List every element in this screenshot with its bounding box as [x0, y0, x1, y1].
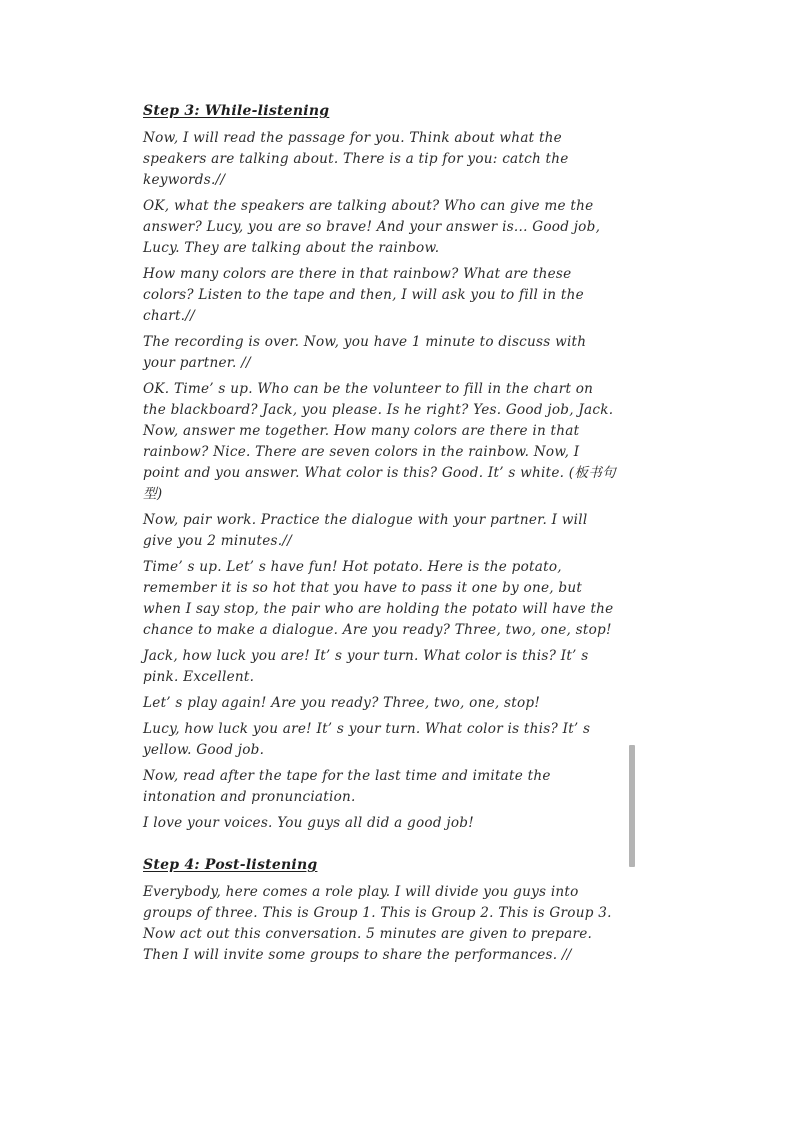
step3-paragraph: Now, read after the tape for the last time and imitate the intonation and pronunciation.	[143, 768, 551, 805]
document-body	[143, 100, 618, 971]
step3-paragraph: Now, pair work. Practice the dialogue with your partner. I will give you 2 minutes.//	[143, 512, 588, 549]
step3-paragraph: I love your voices. You guys all did a good job!	[143, 815, 474, 831]
step4-paragraph: Everybody, here comes a role play. I will divide you guys into groups of three. This is Group 1. This is Group 2. This is Group 3. Now act out this conversation. 5 minutes are given to prepare. Then I will invite some groups to share the performances. //	[143, 884, 612, 963]
step3-paragraph: Now, I will read the passage for you. Think about what the speakers are talking about. There is a tip for you: catch the keywords.//	[143, 130, 569, 188]
step3-paragraph: OK, what the speakers are talking about? Who can give me the answer? Lucy, you are so brave! And your answer is... Good job, Lucy. They are talking about the rainbow.	[143, 198, 601, 256]
vertical-scrollbar[interactable]	[629, 745, 635, 867]
step3-paragraph: Jack, how luck you are! It’ s your turn. What color is this? It’ s pink. Excellent.	[143, 648, 589, 685]
step3-heading: Step 3: While-listening	[143, 103, 330, 119]
step3-paragraph: How many colors are there in that rainbow? What are these colors? Listen to the tape and then, I will ask you to fill in the chart.//	[143, 266, 584, 324]
step3-paragraph: Let’ s play again! Are you ready? Three, two, one, stop!	[143, 695, 541, 711]
step3-paragraph: Lucy, how luck you are! It’ s your turn. What color is this? It’ s yellow. Good job.	[143, 721, 591, 758]
step4-heading: Step 4: Post-listening	[143, 857, 318, 873]
step3-paragraph: OK. Time’ s up. Who can be the volunteer to fill in the chart on the blackboard? Jack, you please. Is he right? Yes. Good job, Jack. Now, answer me together. How many colors are there in that rainbow? Nice. There are seven colors in the rainbow. Now, I point and you answer. What color is this? Good. It’ s white. (板书句型)	[143, 381, 616, 502]
step3-paragraph: The recording is over. Now, you have 1 minute to discuss with your partner. //	[143, 334, 587, 371]
step3-paragraph: Time’ s up. Let’ s have fun! Hot potato. Here is the potato, remember it is so hot that you have to pass it one by one, but when I say stop, the pair who are holding the potato will have the chance to make a dialogue. Are you ready? Three, two, one, stop!	[143, 559, 614, 638]
section-gap	[143, 839, 618, 854]
